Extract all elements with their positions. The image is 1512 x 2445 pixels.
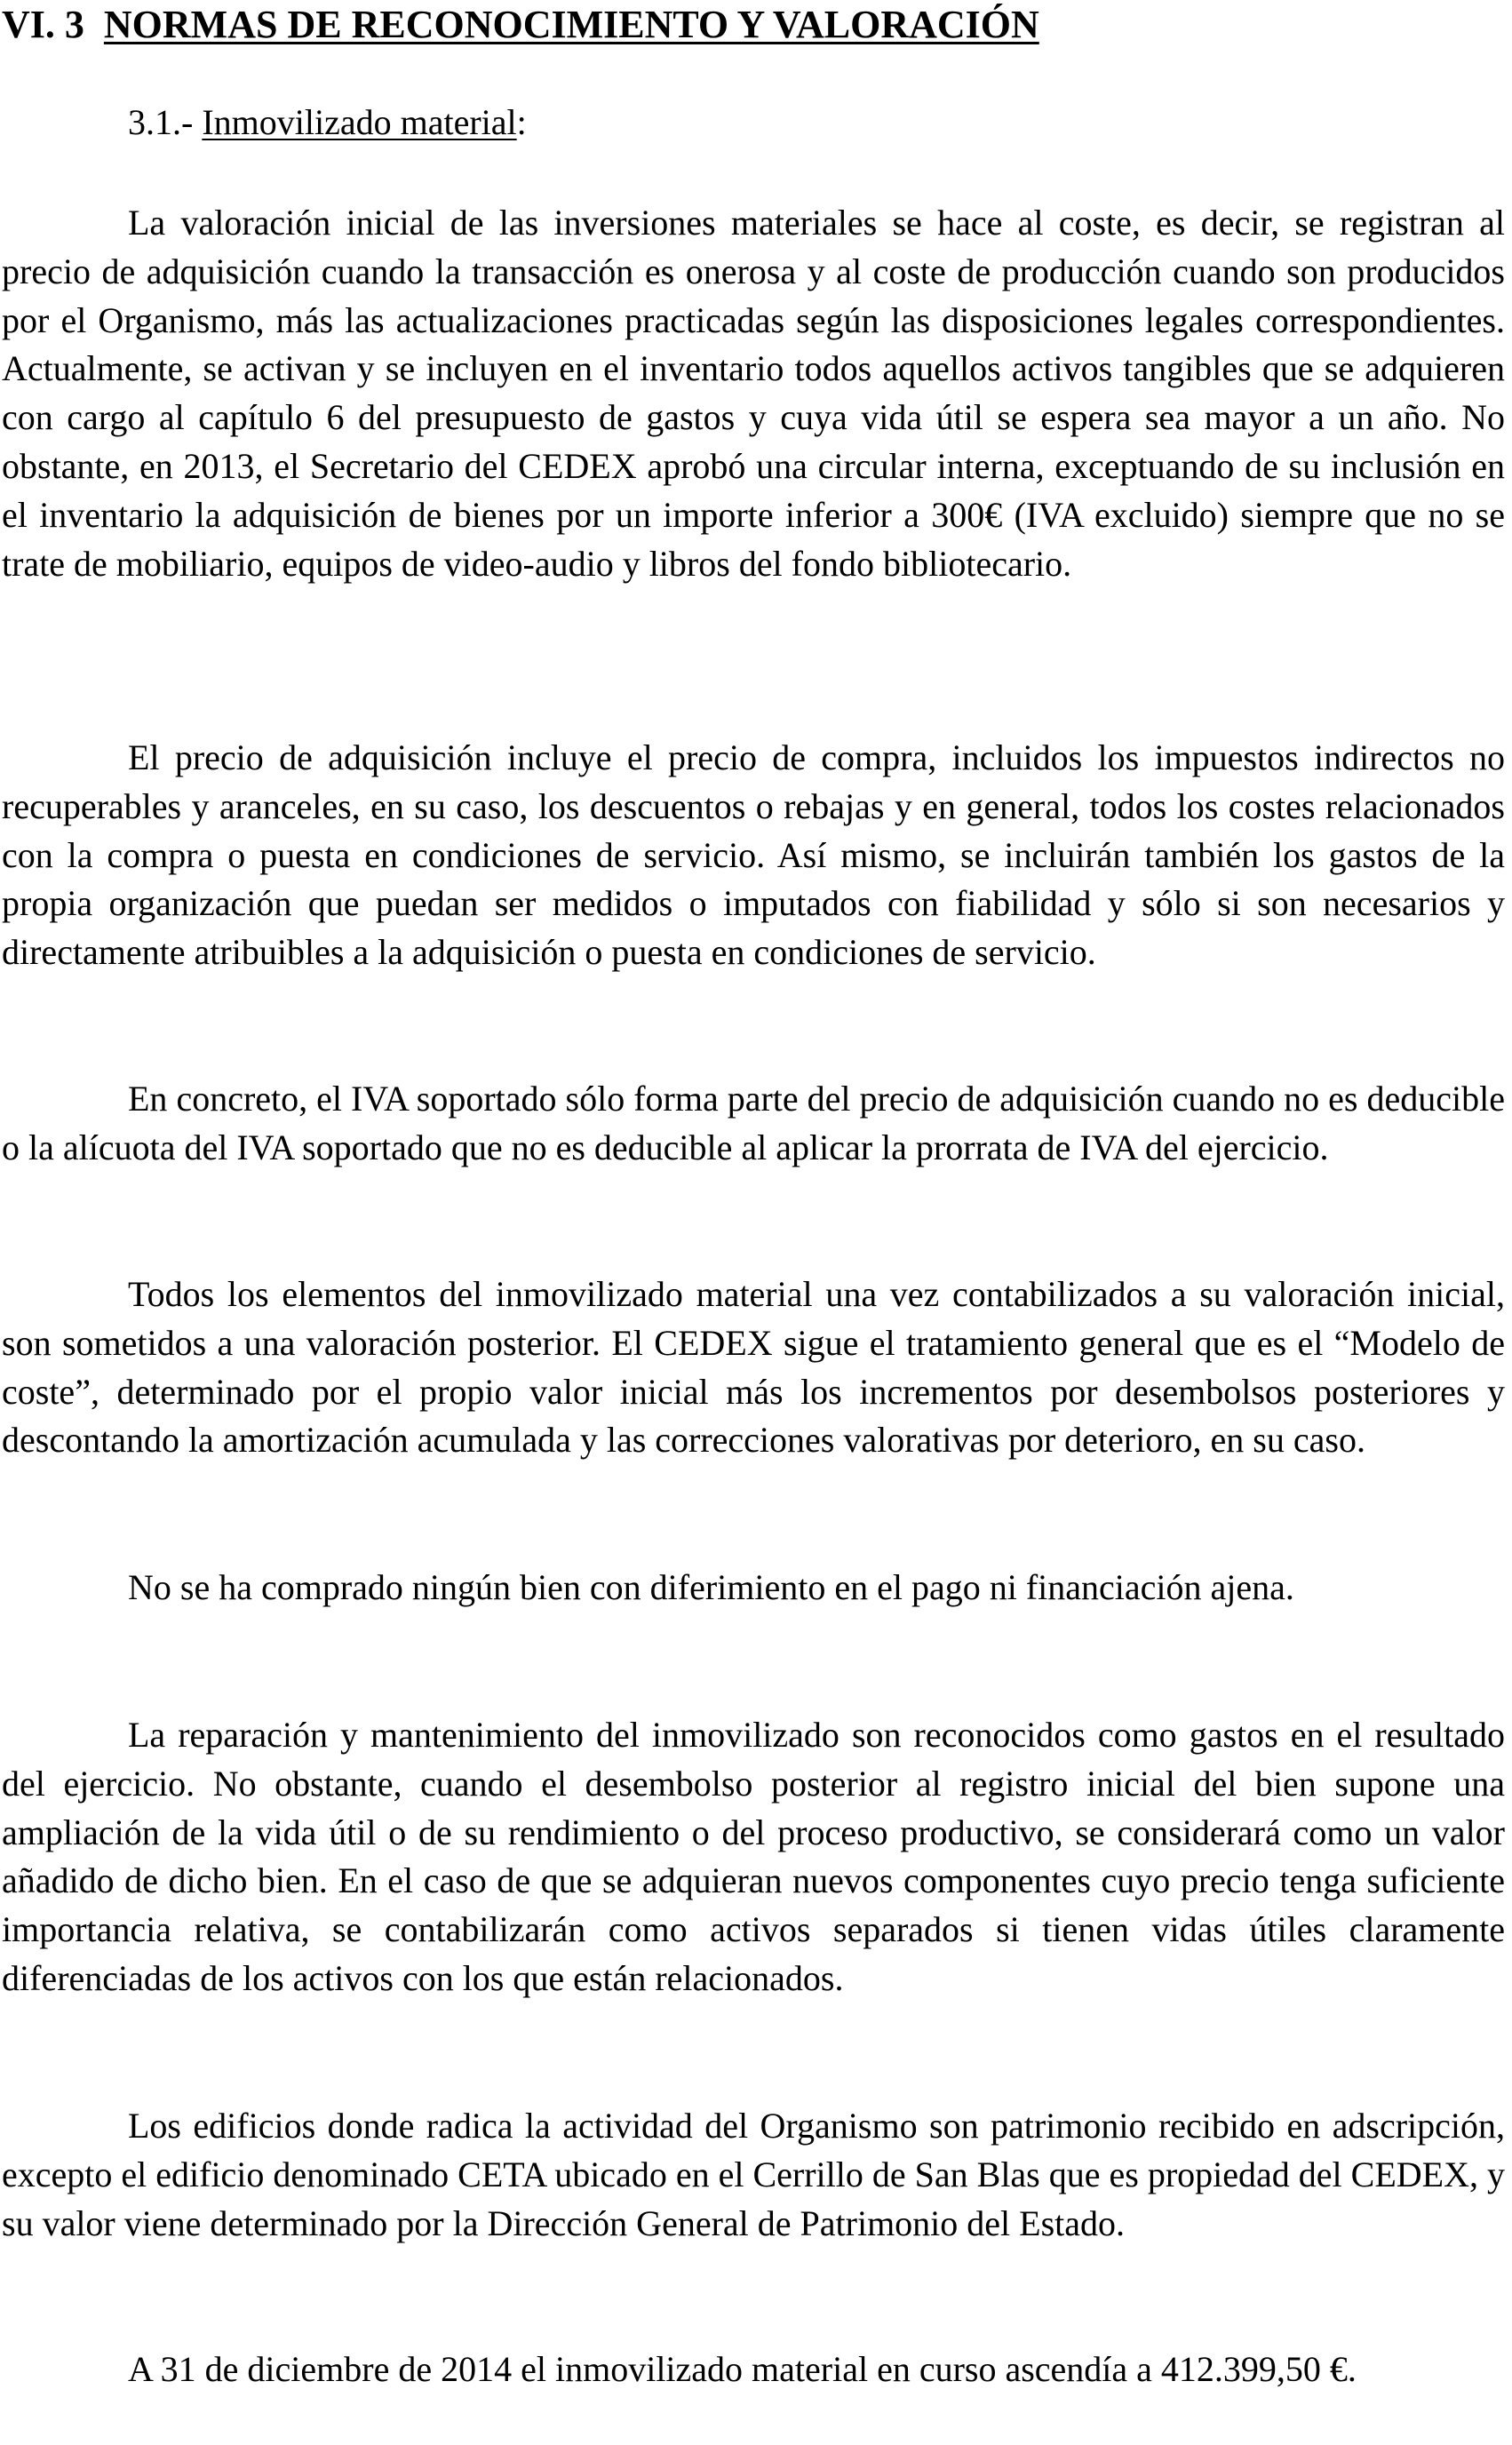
section-number: VI. 3 xyxy=(2,3,84,46)
section-title: NORMAS DE RECONOCIMIENTO Y VALORACIÓN xyxy=(103,3,1039,46)
paragraph-valoracion-posterior: Todos los elementos del inmovilizado material una vez contabilizados a su valoración inicial, son sometidos a una valoración posterior. El CEDEX sigue el tratamiento general que es el “Modelo de coste”, determinado por el propio valor inicial más los incrementos por desembolsos posteriores y descontando la amortización acumulada y las correcciones valorativas por deterioro, en su caso. xyxy=(2,1274,1505,1461)
subsection-title: Inmovilizado material xyxy=(202,102,517,142)
paragraph-inmovilizado-en-curso: A 31 de diciembre de 2014 el inmovilizado material en curso ascendía a 412.399,50 €. xyxy=(128,2349,1357,2389)
paragraph-iva-soportado: En concreto, el IVA soportado sólo forma parte del precio de adquisición cuando no es deducible o la alícuota del IVA soportado que no es deducible al aplicar la prorrata de IVA del ejercicio. xyxy=(2,1079,1505,1167)
paragraph-valoracion-inicial: La valoración inicial de las inversiones materiales se hace al coste, es decir, se registran al precio de adquisición cuando la transacción es onerosa y al coste de producción cuando son producidos por el Organismo, más las actualizaciones practicadas según las disposiciones legales correspondientes. Actualmente, se activan y se incluyen en el inventario todos aquellos activos tangibles que se adquieren con cargo al capítulo 6 del presupuesto de gastos y cuya vida útil se espera sea mayor a un año. No obstante, en 2013, el Secretario del CEDEX aprobó una circular interna, exceptuando de su inclusión en el inventario la adquisición de bienes por un importe inferior a 300€ (IVA excluido) siempre que no se trate de mobiliario, equipos de video-audio y libros del fondo bibliotecario. xyxy=(2,203,1505,584)
paragraph-reparacion-mantenimiento: La reparación y mantenimiento del inmovilizado son reconocidos como gastos en el resultado del ejercicio. No obstante, cuando el desembolso posterior al registro inicial del bien supone una ampliación de la vida útil o de su rendimiento o del proceso productivo, se considerará como un valor añadido de dicho bien. En el caso de que se adquieran nuevos componentes cuyo precio tenga suficiente importancia relativa, se contabilizarán como activos separados si tienen vidas útiles claramente diferenciadas de los activos con los que están relacionados. xyxy=(2,1715,1505,1998)
paragraph-diferimiento-pago: No se ha comprado ningún bien con diferimiento en el pago ni financiación ajena. xyxy=(128,1567,1294,1607)
subsection-heading xyxy=(128,98,527,147)
subsection-number: 3.1.- xyxy=(128,102,203,142)
subsection-colon: : xyxy=(516,102,527,142)
paragraph-edificios: Los edificios donde radica la actividad del Organismo son patrimonio recibido en adscripción, excepto el edificio denominado CETA ubicado en el Cerrillo de San Blas que es propiedad del CEDEX, y su valor viene determinado por la Dirección General de Patrimonio del Estado. xyxy=(2,2106,1505,2243)
paragraph-precio-adquisicion: El precio de adquisición incluye el precio de compra, incluidos los impuestos indirectos no recuperables y aranceles, en su caso, los descuentos o rebajas y en general, todos los costes relacionados con la compra o puesta en condiciones de servicio. Así mismo, se incluirán también los gastos de la propia organización que puedan ser medidos o imputados con fiabilidad y sólo si son necesarios y directamente atribuibles a la adquisición o puesta en condiciones de servicio. xyxy=(2,737,1505,973)
section-heading xyxy=(2,0,1039,50)
